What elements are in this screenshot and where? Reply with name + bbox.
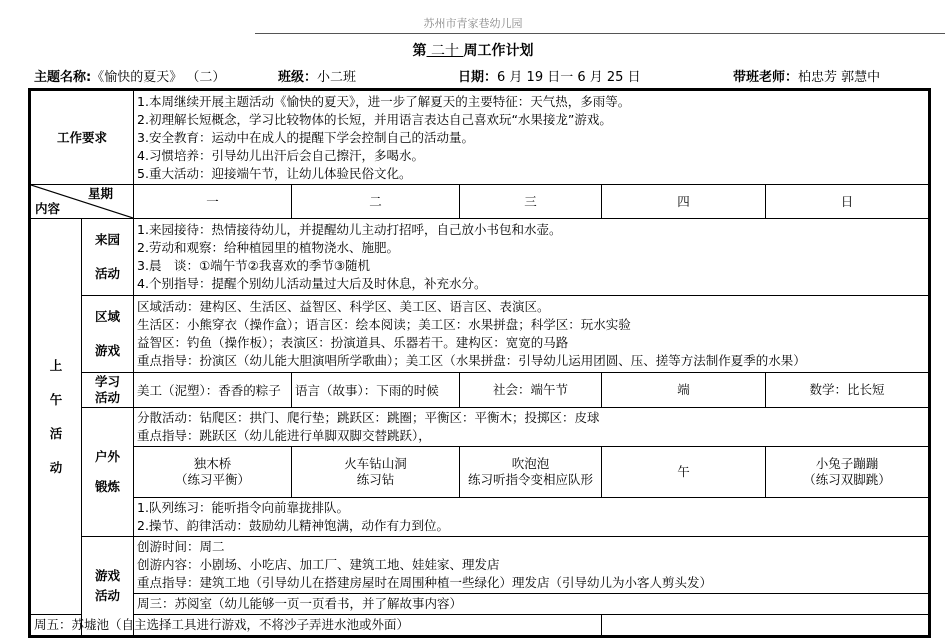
morning-label-char: 上 xyxy=(49,357,63,373)
outdoor-drill-content xyxy=(134,498,930,537)
game-label-line: 游戏 xyxy=(95,568,121,583)
game-sand-text: 周五：苏墟池（自主选择工具进行游戏，不将沙子弄进水池或外面） xyxy=(34,617,410,632)
theme-label: 主题名称: xyxy=(34,70,92,85)
game-item: 创游时间：周二 xyxy=(137,539,225,554)
arrival-label-line: 活动 xyxy=(95,266,121,281)
teacher-value: 柏忠芳 郭慧中 xyxy=(798,70,881,85)
study-label-line: 活动 xyxy=(95,390,121,405)
game-reading-text: 周三：苏阅室（幼儿能够一页一页看书，并了解故事内容） xyxy=(137,596,463,611)
requirement-item: 4.习惯培养：引导幼儿出汗后会自己擦汗，多喝水。 xyxy=(137,147,424,163)
outdoor-label-line: 户外 xyxy=(95,449,121,464)
outdoor-dispersed-content xyxy=(134,408,930,447)
study-wed: 社会：端午节 xyxy=(460,373,602,408)
outdoor-thu-name: 午 xyxy=(677,464,690,479)
area-label-line: 区域 xyxy=(95,309,121,324)
game-label-line: 活动 xyxy=(95,588,121,603)
outdoor-label xyxy=(82,408,134,537)
outdoor-thu xyxy=(602,447,766,498)
area-label-line: 游戏 xyxy=(95,343,121,358)
area-row xyxy=(30,296,930,373)
outdoor-fri-name: 小兔子蹦蹦 xyxy=(815,456,879,471)
requirements-content xyxy=(134,90,930,185)
arrival-content xyxy=(134,219,930,296)
requirement-item: 1.本周继续开展主题活动《愉快的夏天》，进一步了解夏天的主要特征：天气热，多雨等。 xyxy=(137,93,631,109)
arrival-item: 1.来园接待：热情接待幼儿，并提醒幼儿主动打招呼，自己放小书包和水壶。 xyxy=(137,222,562,237)
game-fri-row xyxy=(30,615,930,637)
weekday-header-row xyxy=(30,185,930,219)
outdoor-fri xyxy=(766,447,930,498)
class-value: 小二班 xyxy=(317,70,357,85)
area-item: 重点指导：扮演区（幼儿能大胆演唱所学歌曲）；美工区（水果拼盘：引导幼儿运用团圆、压、搓等方法制作夏季的水果） xyxy=(137,353,806,368)
arrival-label xyxy=(82,219,134,296)
game-content xyxy=(134,537,930,594)
arrival-item: 4.个别指导：提醒个别幼儿活动量过大后及时休息，补充水分。 xyxy=(137,276,487,291)
date-label: 日期： xyxy=(458,70,498,85)
requirements-row xyxy=(30,90,930,185)
outdoor-dispersed-row xyxy=(30,408,930,447)
day-header-mon: 一 xyxy=(134,185,292,219)
study-thu: 端 xyxy=(602,373,766,408)
title-prefix: 第 xyxy=(412,43,427,59)
outdoor-drill-row xyxy=(30,498,930,537)
drill-item: 2.操节、韵律活动：鼓励幼儿精神饱满，动作有力到位。 xyxy=(137,518,449,533)
school-name: 苏州市青家巷幼儿园 xyxy=(423,17,523,30)
morning-label-char: 活 xyxy=(49,425,63,441)
date-value: 6 月 19 日一 6 月 25 日 xyxy=(497,70,641,85)
day-header-wed: 三 xyxy=(460,185,602,219)
game-sand-pool xyxy=(30,615,602,637)
study-row xyxy=(30,373,930,408)
outdoor-mon-name: 独木桥 xyxy=(193,456,232,471)
outdoor-wed-name: 吹泡泡 xyxy=(511,456,550,471)
morning-activities-label xyxy=(30,219,82,615)
study-label-line: 学习 xyxy=(95,374,121,389)
area-content xyxy=(134,296,930,373)
arrival-item: 2.劳动和观察：给种植园里的植物浇水、施肥。 xyxy=(137,240,399,255)
outdoor-fri-goal: （练习双脚跳） xyxy=(803,472,891,487)
outdoor-mon xyxy=(134,447,292,498)
outdoor-daily-row xyxy=(30,447,930,498)
week-number: 二十 xyxy=(431,43,459,59)
morning-label-char: 午 xyxy=(49,391,63,407)
outdoor-item: 分散活动：钻爬区：拱门、爬行垫；跳跃区：跳圈；平衡区：平衡木；投掷区：皮球 xyxy=(137,410,600,425)
outdoor-tue xyxy=(292,447,460,498)
outdoor-label-line: 锻炼 xyxy=(95,479,121,494)
outdoor-tue-name: 火车钻山洞 xyxy=(344,456,407,471)
day-header-fri: 日 xyxy=(766,185,930,219)
morning-label-char: 动 xyxy=(49,459,63,475)
study-tue: 语言（故事）：下雨的时候 xyxy=(292,373,460,408)
area-games-label xyxy=(82,296,134,373)
requirements-label: 工作要求 xyxy=(30,90,134,185)
date-info xyxy=(458,66,641,85)
theme-value: 《愉快的夏天》 （二） xyxy=(91,70,226,85)
outdoor-wed xyxy=(460,447,602,498)
page-title xyxy=(0,40,946,60)
requirement-item: 2.初理解长短概念，学习比较物体的长短，并用语言表达自己喜欢玩“水果接龙”游戏。 xyxy=(137,111,612,127)
arrival-row xyxy=(30,219,930,296)
title-suffix: 周工作计划 xyxy=(463,43,534,59)
class-info xyxy=(278,66,356,85)
study-label xyxy=(82,373,134,408)
outdoor-wed-goal: 练习听指令变相应队形 xyxy=(468,472,594,487)
game-item: 创游内容：小剧场、小吃店、加工厂、建筑工地、娃娃家、理发店 xyxy=(137,557,500,572)
class-label: 班级： xyxy=(278,70,318,85)
requirement-item: 3.安全教育：运动中在成人的提醒下学会控制自己的活动量。 xyxy=(137,129,474,145)
work-plan-table xyxy=(28,88,931,638)
weekday-corner-bottom: 内容 xyxy=(35,201,61,216)
area-item: 益智区：钓鱼（操作板）；表演区：扮演道具、乐器若干。建构区：宽宽的马路 xyxy=(137,335,569,350)
game-row xyxy=(30,537,930,594)
game-item: 重点指导：建筑工地（引导幼儿在搭建房屋时在周围种植一些绿化）理发店（引导幼儿为小客人剪头发） xyxy=(137,575,713,590)
teacher-info xyxy=(733,66,880,85)
teacher-label: 带班老师： xyxy=(733,70,799,85)
drill-item: 1.队列练习：能听指令向前靠拢排队。 xyxy=(137,500,349,515)
area-item: 区域活动：建构区、生活区、益智区、科学区、美工区、语言区、表演区。 xyxy=(137,299,550,314)
arrival-label-line: 来园 xyxy=(95,232,121,247)
day-header-thu: 四 xyxy=(602,185,766,219)
weekday-corner-top: 星期 xyxy=(88,186,114,201)
outdoor-item: 重点指导：跳跃区（幼儿能进行单脚双脚交替跳跃）， xyxy=(137,428,431,443)
weekday-corner xyxy=(30,185,134,219)
theme-info xyxy=(34,66,225,85)
study-mon: 美工（泥塑）：香香的粽子 xyxy=(134,373,292,408)
outdoor-mon-goal: （练习平衡） xyxy=(175,472,251,487)
header-rule xyxy=(255,33,945,34)
game-reading-room xyxy=(134,594,930,615)
arrival-item: 3.晨 谈：①端午节②我喜欢的季节③随机 xyxy=(137,258,371,273)
outdoor-tue-goal: 练习钻 xyxy=(356,472,395,487)
area-item: 生活区：小熊穿衣（操作盒）；语言区：绘本阅读；美工区：水果拼盘；科学区：玩水实验 xyxy=(137,317,631,332)
game-tue-row xyxy=(30,594,930,615)
day-header-tue: 二 xyxy=(292,185,460,219)
requirement-item: 5.重大活动：迎接端午节，让幼儿体验民俗文化。 xyxy=(137,165,412,181)
study-fri: 数学：比长短 xyxy=(766,373,930,408)
